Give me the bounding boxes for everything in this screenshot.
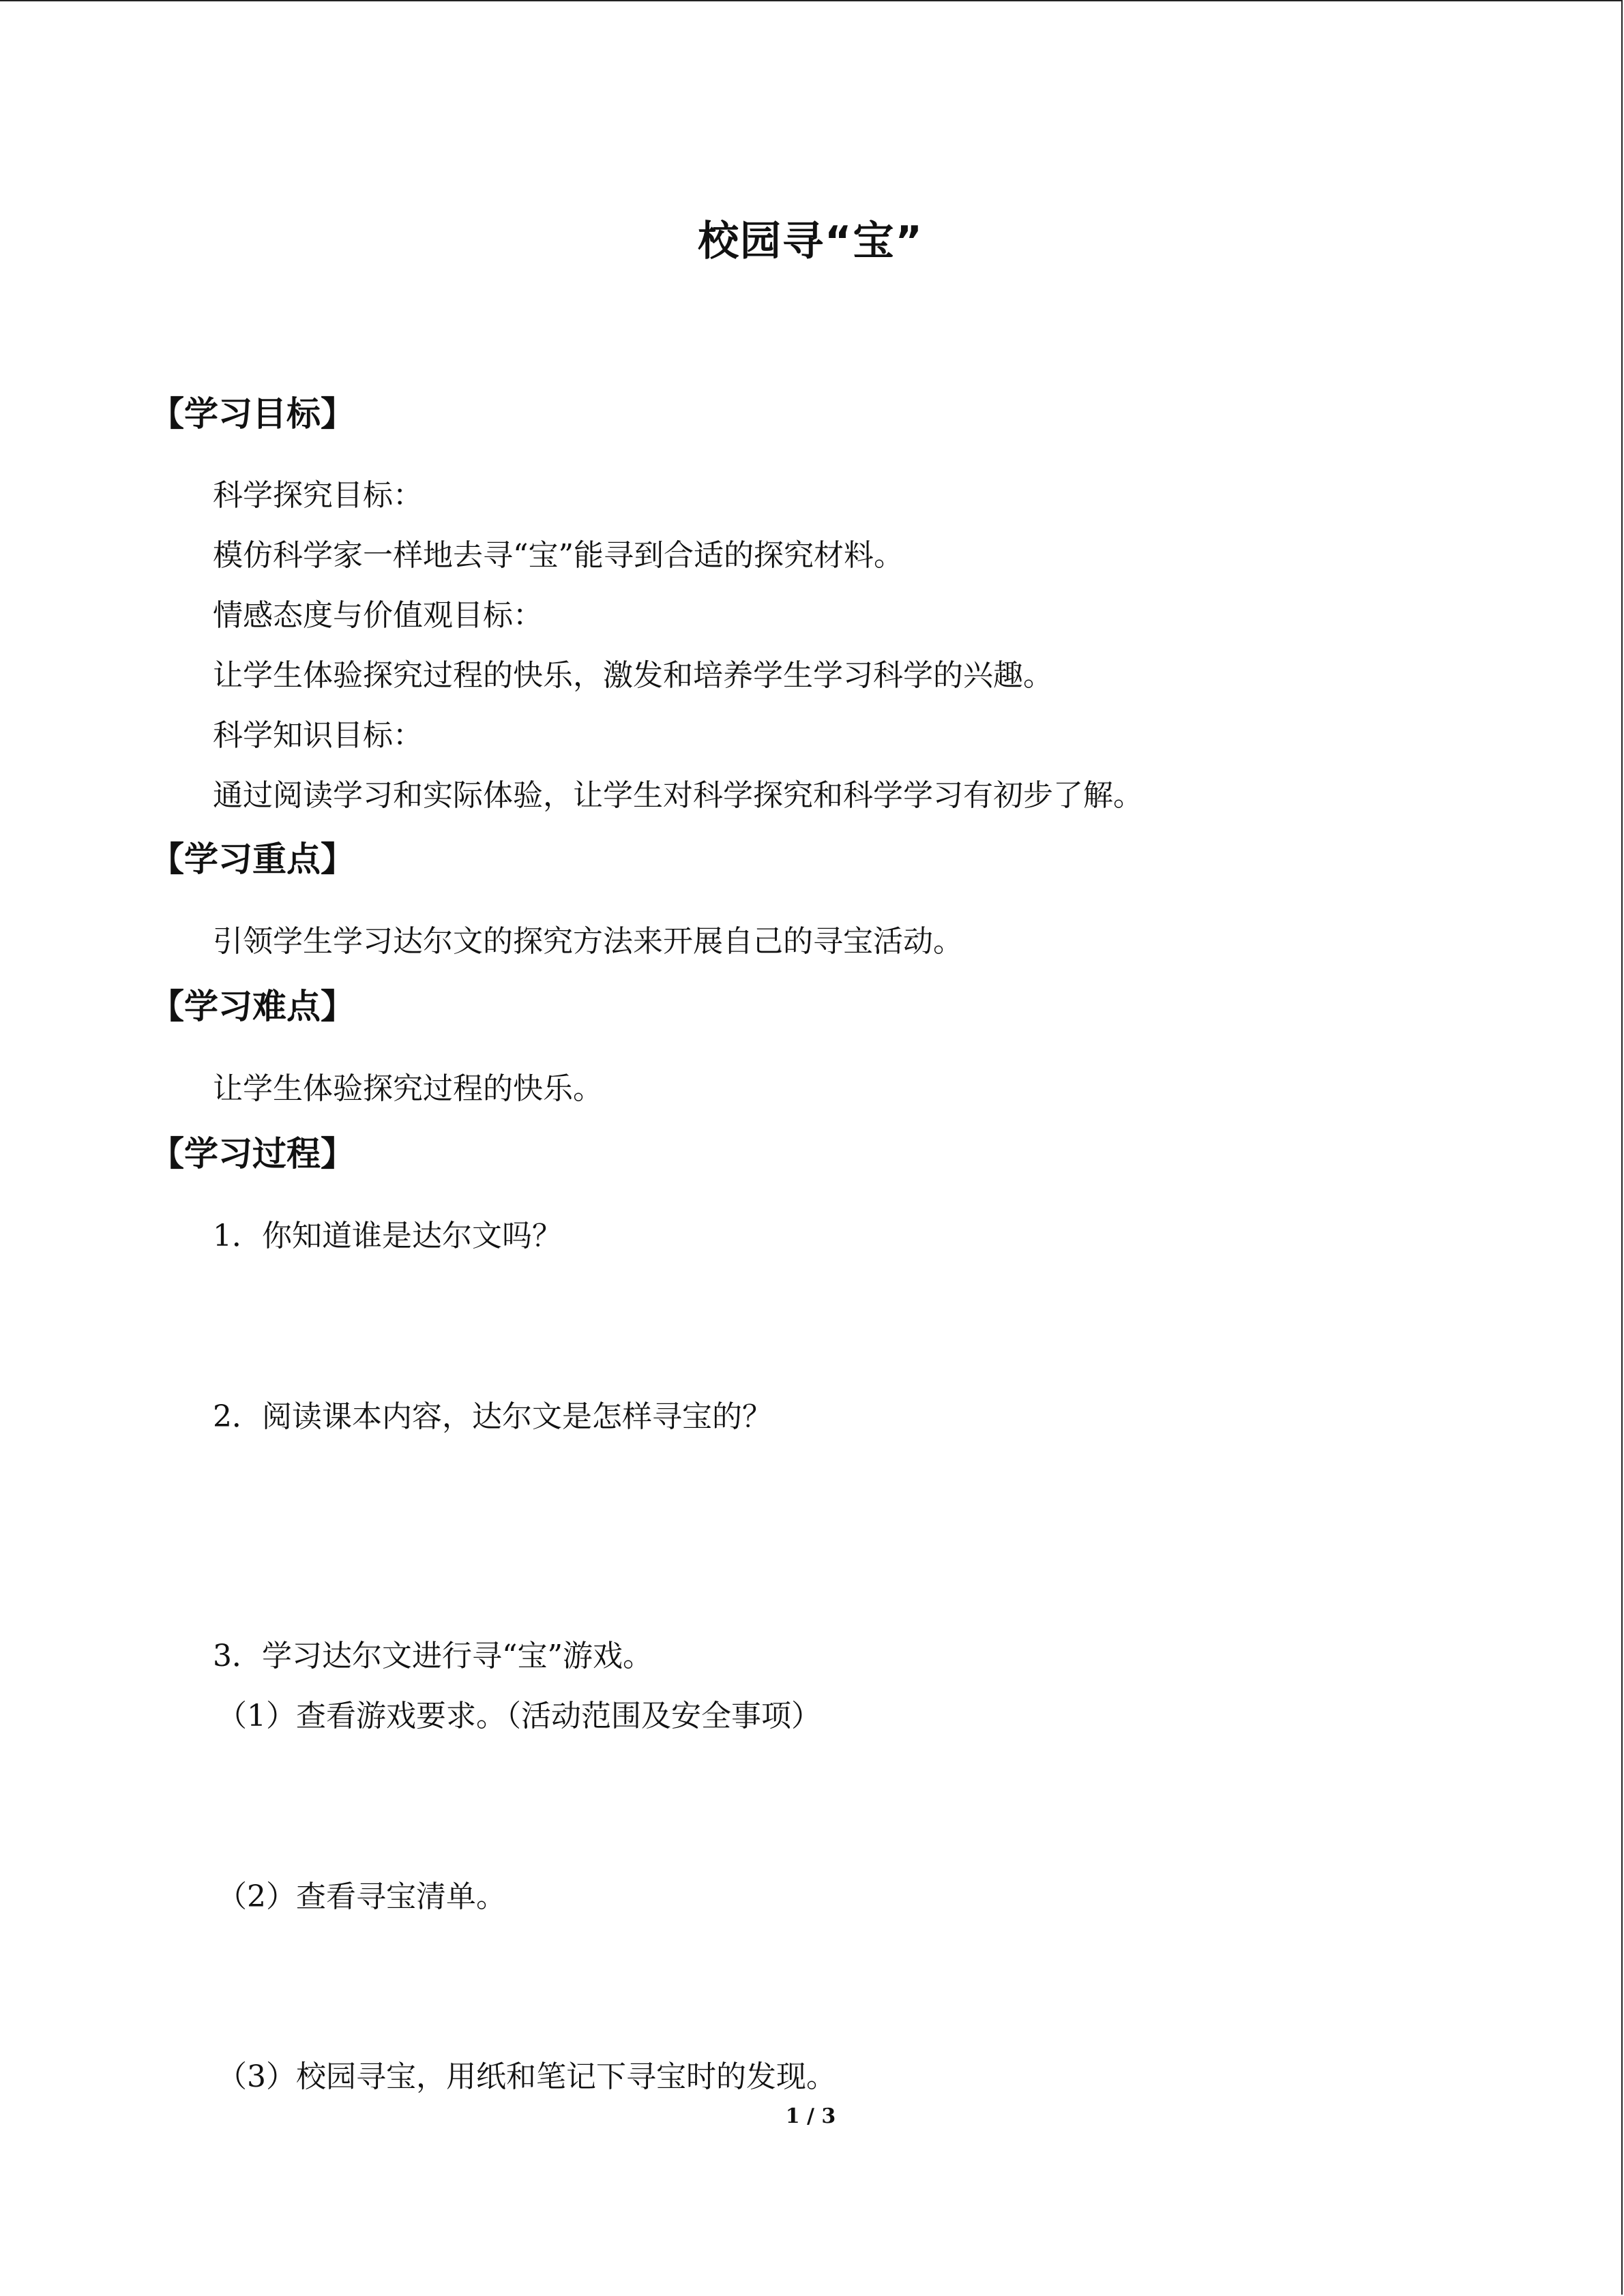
process-subitem: （1）查看游戏要求。（活动范围及安全事项） bbox=[217, 1699, 821, 1733]
document-title: 校园寻“宝” bbox=[698, 218, 924, 265]
section-heading-goals: 【学习目标】 bbox=[150, 394, 355, 434]
process-item: 3．学习达尔文进行寻“宝”游戏。 bbox=[213, 1639, 653, 1673]
goal-line: 科学知识目标： bbox=[213, 718, 423, 753]
page-number: 1 / 3 bbox=[785, 2104, 836, 2128]
goal-line: 让学生体验探究过程的快乐，激发和培养学生学习科学的兴趣。 bbox=[213, 658, 1053, 693]
section-heading-key-points: 【学习重点】 bbox=[150, 839, 355, 879]
section-heading-difficulties: 【学习难点】 bbox=[150, 987, 355, 1026]
key-point-line: 引领学生学习达尔文的探究方法来开展自己的寻宝活动。 bbox=[213, 924, 963, 959]
difficulty-line: 让学生体验探究过程的快乐。 bbox=[213, 1071, 603, 1106]
goal-line: 情感态度与价值观目标： bbox=[213, 598, 543, 633]
goal-line: 科学探究目标： bbox=[213, 478, 423, 513]
process-subitem: （2）查看寻宝清单。 bbox=[217, 1879, 506, 1914]
process-item: 2．阅读课本内容，达尔文是怎样寻宝的？ bbox=[213, 1399, 772, 1434]
goal-line: 通过阅读学习和实际体验，让学生对科学探究和科学学习有初步了解。 bbox=[213, 778, 1143, 813]
process-item: 1．你知道谁是达尔文吗？ bbox=[213, 1219, 562, 1253]
section-heading-process: 【学习过程】 bbox=[150, 1134, 355, 1174]
goal-line: 模仿科学家一样地去寻“宝”能寻到合适的探究材料。 bbox=[213, 538, 904, 573]
process-subitem: （3）校园寻宝，用纸和笔记下寻宝时的发现。 bbox=[217, 2059, 836, 2094]
